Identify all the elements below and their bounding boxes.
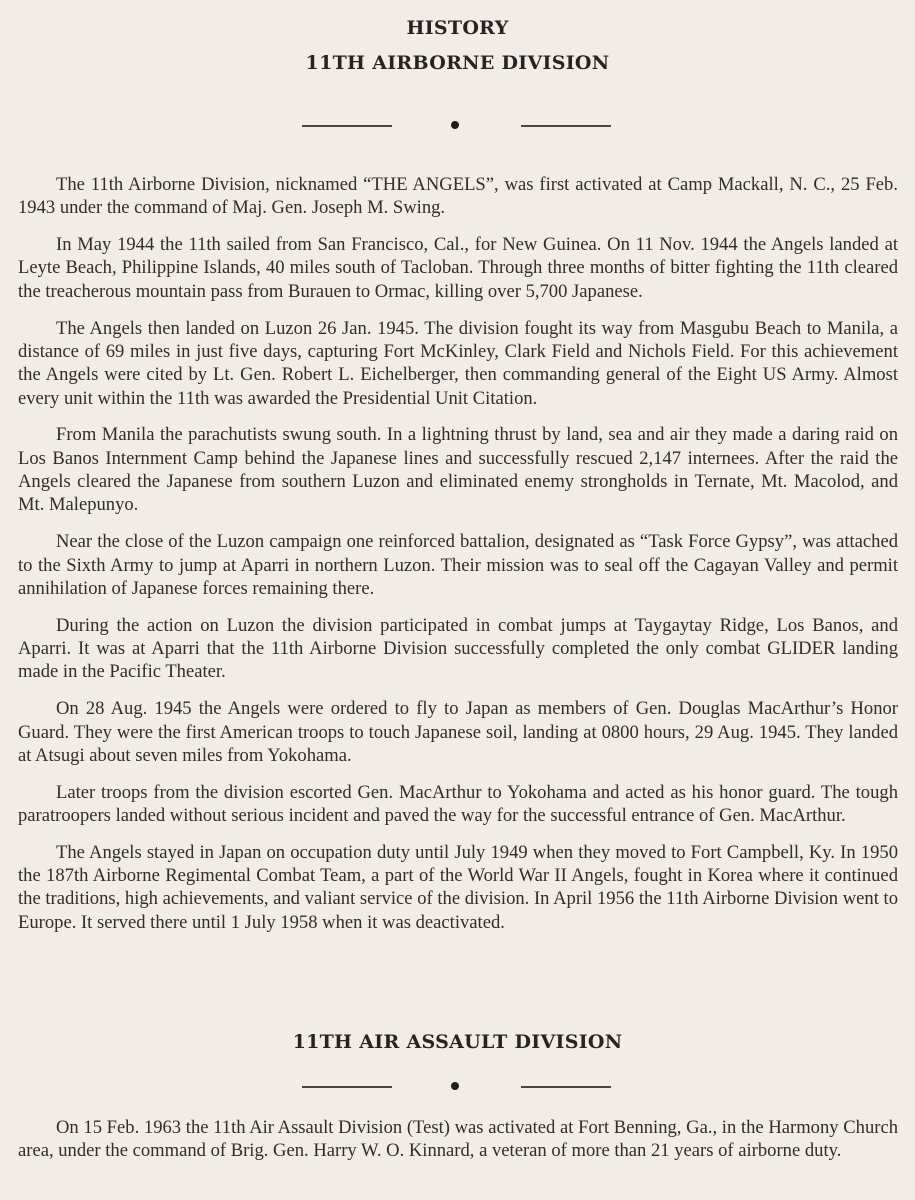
history-paragraph: The Angels stayed in Japan on occupation duty until July 1949 when they moved to Fort Campbell, Ky. In 1950 the 187th Airborne Regimental Combat Team, a part of the World War II Angels, fought in Korea where it continued the traditions, high achievements, and valiant service of the division. In April 1956 the 11th Airborne Division went to Europe. It served there until 1 July 1958 when it was deactivated.: [18, 841, 898, 933]
section-divider: [0, 1077, 915, 1097]
history-paragraph: From Manila the parachutists swung south. In a lightning thrust by land, sea and air they made a daring raid on Los Banos Internment Camp behind the Japanese lines and successfully rescued 2,147 internees. After the raid the Angels cleared the Japanese from southern Luzon and eliminated enemy strongholds in Ternate, Mt. Macolod, and Mt. Malepunyo.: [18, 424, 898, 516]
air-assault-body: [18, 1116, 898, 1176]
air-assault-paragraph: On 15 Feb. 1963 the 11th Air Assault Division (Test) was activated at Fort Benning, Ga., in the Harmony Church area, under the command of Brig. Gen. Harry W. O. Kinnard, a veteran of more than 21 years of airborne duty.: [18, 1117, 898, 1162]
section-divider: [0, 116, 915, 136]
history-paragraph: Near the close of the Luzon campaign one reinforced battalion, designated as “Task Force Gypsy”, was attached to the Sixth Army to jump at Aparri in northern Luzon. Their mission was to seal off the Cagayan Valley and permit annihilation of Japanese forces remaining there.: [18, 531, 898, 599]
history-paragraph: During the action on Luzon the division participated in combat jumps at Taygaytay Ridge, Los Banos, and Aparri. It was at Aparri that the 11th Airborne Division successfully completed the only combat GLIDER landing made in the Pacific Theater.: [18, 614, 898, 683]
divider-line-right: [521, 1086, 611, 1088]
divider-dot: [451, 1082, 459, 1090]
history-heading: HISTORY: [406, 17, 509, 39]
divider-dot: [451, 121, 459, 129]
divider-line-left: [302, 125, 392, 127]
history-paragraph: The 11th Airborne Division, nicknamed “THE ANGELS”, was first activated at Camp Mackall, N. C., 25 Feb. 1943 under the command of Maj. Gen. Joseph M. Swing.: [18, 174, 898, 219]
history-paragraph: In May 1944 the 11th sailed from San Francisco, Cal., for New Guinea. On 11 Nov. 1944 the Angels landed at Leyte Beach, Philippine Islands, 40 miles south of Tacloban. Through three months of bitter fighting the 11th cleared the treacherous mountain pass from Burauen to Ormac, killing over 5,700 Japanese.: [18, 234, 898, 302]
divider-line-left: [302, 1086, 392, 1088]
history-paragraph: On 28 Aug. 1945 the Angels were ordered to fly to Japan as members of Gen. Douglas MacArthur’s Honor Guard. They were the first American troops to touch Japanese soil, landing at 0800 hours, 29 Aug. 1945. They landed at Atsugi about seven miles from Yokohama.: [18, 698, 898, 766]
air-assault-heading: 11TH AIR ASSAULT DIVISION: [292, 1031, 623, 1053]
history-paragraph: The Angels then landed on Luzon 26 Jan. 1945. The division fought its way from Masgubu Beach to Manila, a distance of 69 miles in just five days, capturing Fort McKinley, Clark Field and Nichols Field. For this achievement the Angels were cited by Lt. Gen. Robert L. Eichelberger, then commanding general of the Eight US Army. Almost every unit within the 11th was awarded the Presidential Unit Citation.: [18, 317, 898, 409]
history-body: [18, 173, 898, 948]
divider-line-right: [521, 125, 611, 127]
history-paragraph: Later troops from the division escorted Gen. MacArthur to Yokohama and acted as his honor guard. The tough paratroopers landed without serious incident and paved the way for the successful entrance of Gen. MacArthur.: [18, 781, 898, 826]
division-heading: 11TH AIRBORNE DIVISION: [305, 52, 610, 74]
